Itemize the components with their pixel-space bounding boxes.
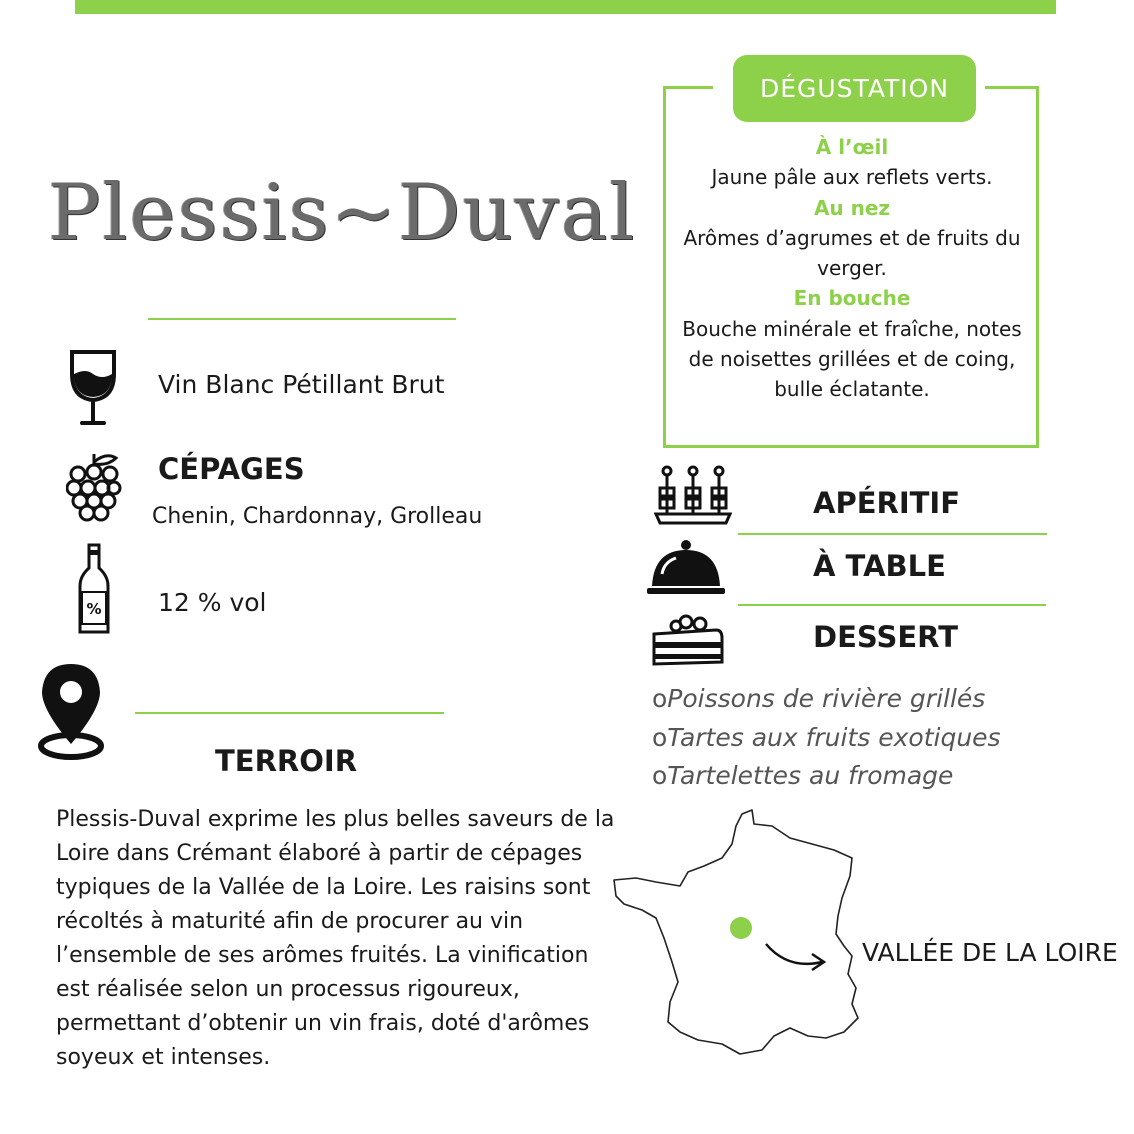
list-item [652, 757, 1112, 796]
divider-line [135, 712, 444, 714]
list-item [652, 719, 1112, 758]
degustation-content [668, 132, 1036, 405]
tasting-nose-text: Arômes d’agrumes et de fruits du verger. [683, 225, 1021, 281]
location-pin-icon [36, 662, 106, 762]
wine-type: Vin Blanc Pétillant Brut [158, 370, 445, 399]
terroir-description: Plessis-Duval exprime les plus belles saveurs de la Loire dans Crémant élaboré à partir de cépages typiques de la Vallée de la Loire. Les raisins sont récoltés à maturité afin de procurer au vin l’ensemble de ses arômes fruités. La vinification est réalisée selon un processus rigoureux, permettant d’obtenir un vin frais, doté d'arômes soyeux et intenses. [56, 807, 615, 1070]
list-bullet: o [652, 722, 668, 752]
tasting-eye-text: Jaune pâle aux reflets verts. [711, 165, 993, 190]
cepages-heading: CÉPAGES [158, 452, 305, 486]
list-item [652, 680, 1112, 719]
alcohol-content: 12 % vol [158, 588, 267, 617]
cepages-value: Chenin, Chardonnay, Grolleau [152, 504, 483, 529]
divider-line [738, 604, 1046, 606]
serving-dessert: DESSERT [813, 620, 958, 654]
region-marker [730, 917, 752, 939]
svg-text:%: % [86, 600, 102, 618]
grapes-icon [66, 450, 122, 526]
list-bullet: o [652, 684, 668, 713]
france-map [612, 806, 862, 1064]
pairing-list [652, 680, 1112, 796]
bottle-percent-icon [78, 542, 110, 636]
tasting-eye-heading: À l’œil [815, 135, 889, 159]
degustation-title: DÉGUSTATION [733, 55, 976, 122]
wine-glass-icon [66, 348, 120, 428]
serving-aperitif: APÉRITIF [813, 486, 961, 520]
pairing-item: Tartelettes au fromage [667, 761, 954, 790]
list-bullet: o [652, 761, 668, 790]
serving-table: À TABLE [813, 549, 946, 583]
brand-logo-text: Plessis~Duval [48, 168, 637, 258]
skewers-icon [654, 464, 732, 526]
pairing-item: Poissons de rivière grillés [667, 684, 986, 713]
tasting-mouth-text: Bouche minérale et fraîche, notes de noisettes grillées et de coing, bulle éclatante. [682, 316, 1022, 402]
cake-icon [650, 612, 724, 668]
tasting-nose-heading: Au nez [813, 195, 891, 220]
pairing-item: Tartes aux fruits exotiques [667, 722, 1001, 752]
region-label: VALLÉE DE LA LOIRE [862, 938, 1118, 967]
top-accent-bar [75, 0, 1056, 14]
cloche-icon [646, 538, 726, 598]
terroir-heading: TERROIR [215, 744, 358, 778]
divider-line [738, 533, 1047, 535]
divider-line [148, 318, 456, 320]
tasting-mouth-heading: En bouche [793, 286, 911, 311]
